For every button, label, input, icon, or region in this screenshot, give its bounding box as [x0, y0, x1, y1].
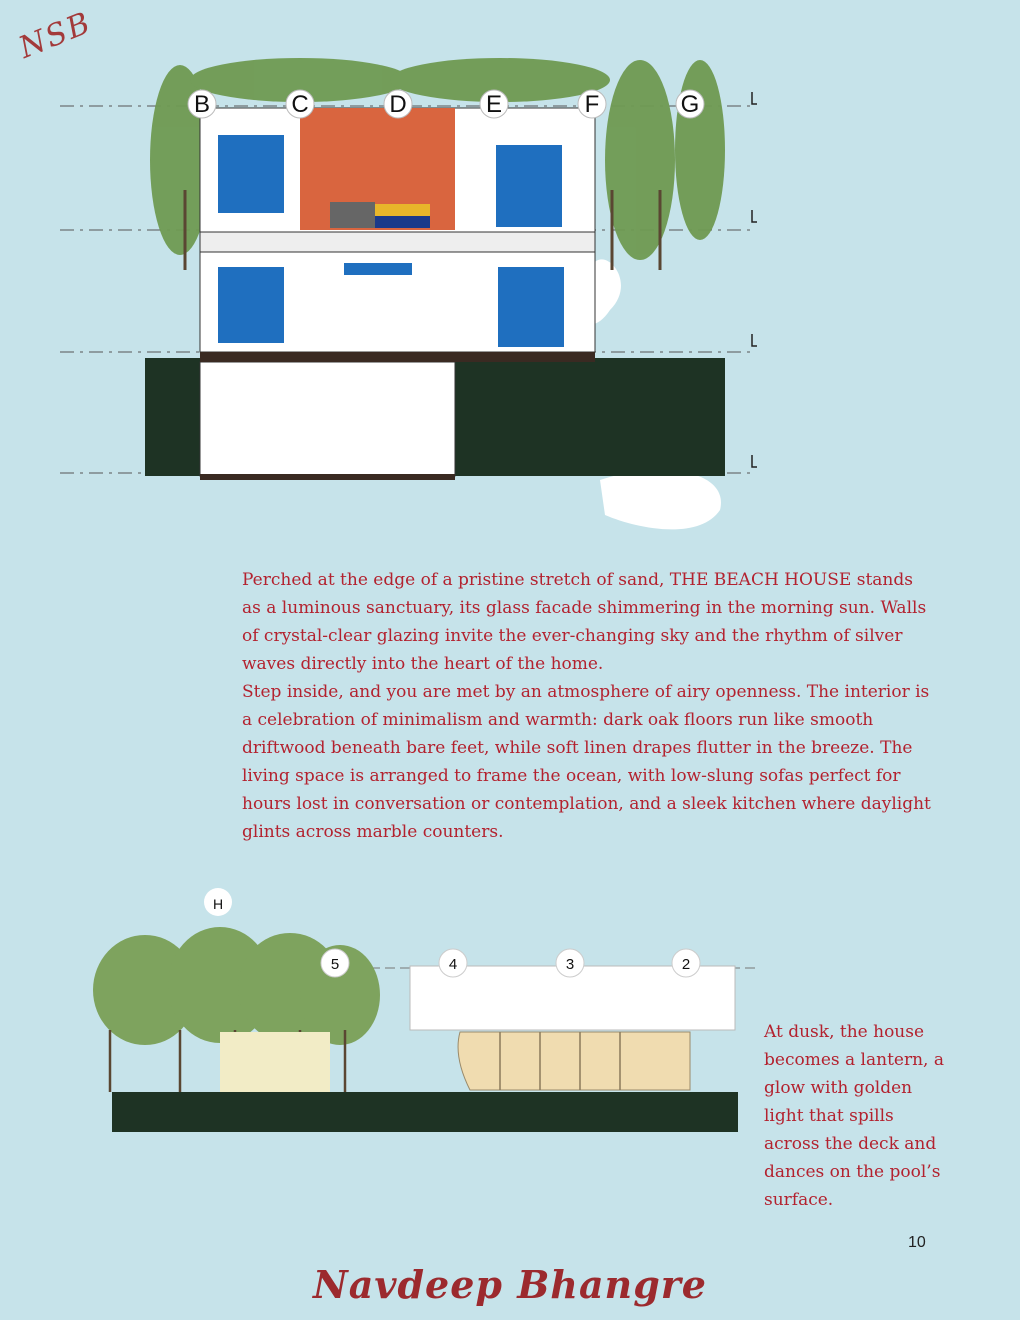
grid-label: 4 — [448, 956, 458, 973]
grid-label: 3 — [565, 956, 575, 973]
slab — [200, 474, 455, 480]
description-paragraph: Perched at the edge of a pristine stretch of sand, THE BEACH HOUSE stands as a luminous sanctuary, its glass facade shimmering in the morning sun. Walls of crystal-clear glazing invite the ever-changing sky and the rhythm of silver waves directly into the heart of the home. — [242, 570, 927, 674]
dusk-caption: At dusk, the house becomes a lantern, a glow with golden light that spills across the deck and dances on the pool’s surface. — [764, 1022, 944, 1210]
tree-canopy — [93, 927, 380, 1045]
grid-label: 5 — [330, 956, 340, 973]
monogram-logo: NSB — [14, 5, 97, 66]
grid-label: D — [389, 91, 407, 118]
earth-right — [455, 358, 725, 476]
grid-label: 2 — [681, 956, 691, 973]
description-paragraph: Step inside, and you are met by an atmosphere of airy openness. The interior is a celebration of minimalism and warmth: dark oak floors run like smooth driftwood beneath bare feet, while soft linen drapes flutter in the breeze. The living space is arranged to frame the ocean, with low-slung sofas perfect for hours lost in conversation or contemplation, and a sleek kitchen where daylight glints across marble counters. — [242, 682, 931, 842]
ground-blob — [600, 470, 721, 529]
elevation-glazing — [458, 1032, 690, 1090]
grid-label: C — [291, 91, 309, 118]
author-signature: Navdeep Bhangre — [313, 1262, 707, 1307]
grid-label: F — [584, 91, 600, 118]
grid-label: G — [680, 91, 700, 118]
level-markers — [752, 92, 757, 467]
grid-label: H — [212, 896, 224, 912]
grid-label: E — [485, 91, 503, 118]
earth-left — [145, 358, 200, 476]
slab — [200, 232, 595, 252]
project-description — [242, 566, 932, 846]
grid-label: B — [193, 91, 211, 118]
ground-strip — [112, 1092, 738, 1132]
section-drawing — [0, 40, 1020, 560]
page-number: 10 — [908, 1234, 926, 1251]
building-lower — [200, 362, 455, 476]
slab — [200, 352, 595, 362]
